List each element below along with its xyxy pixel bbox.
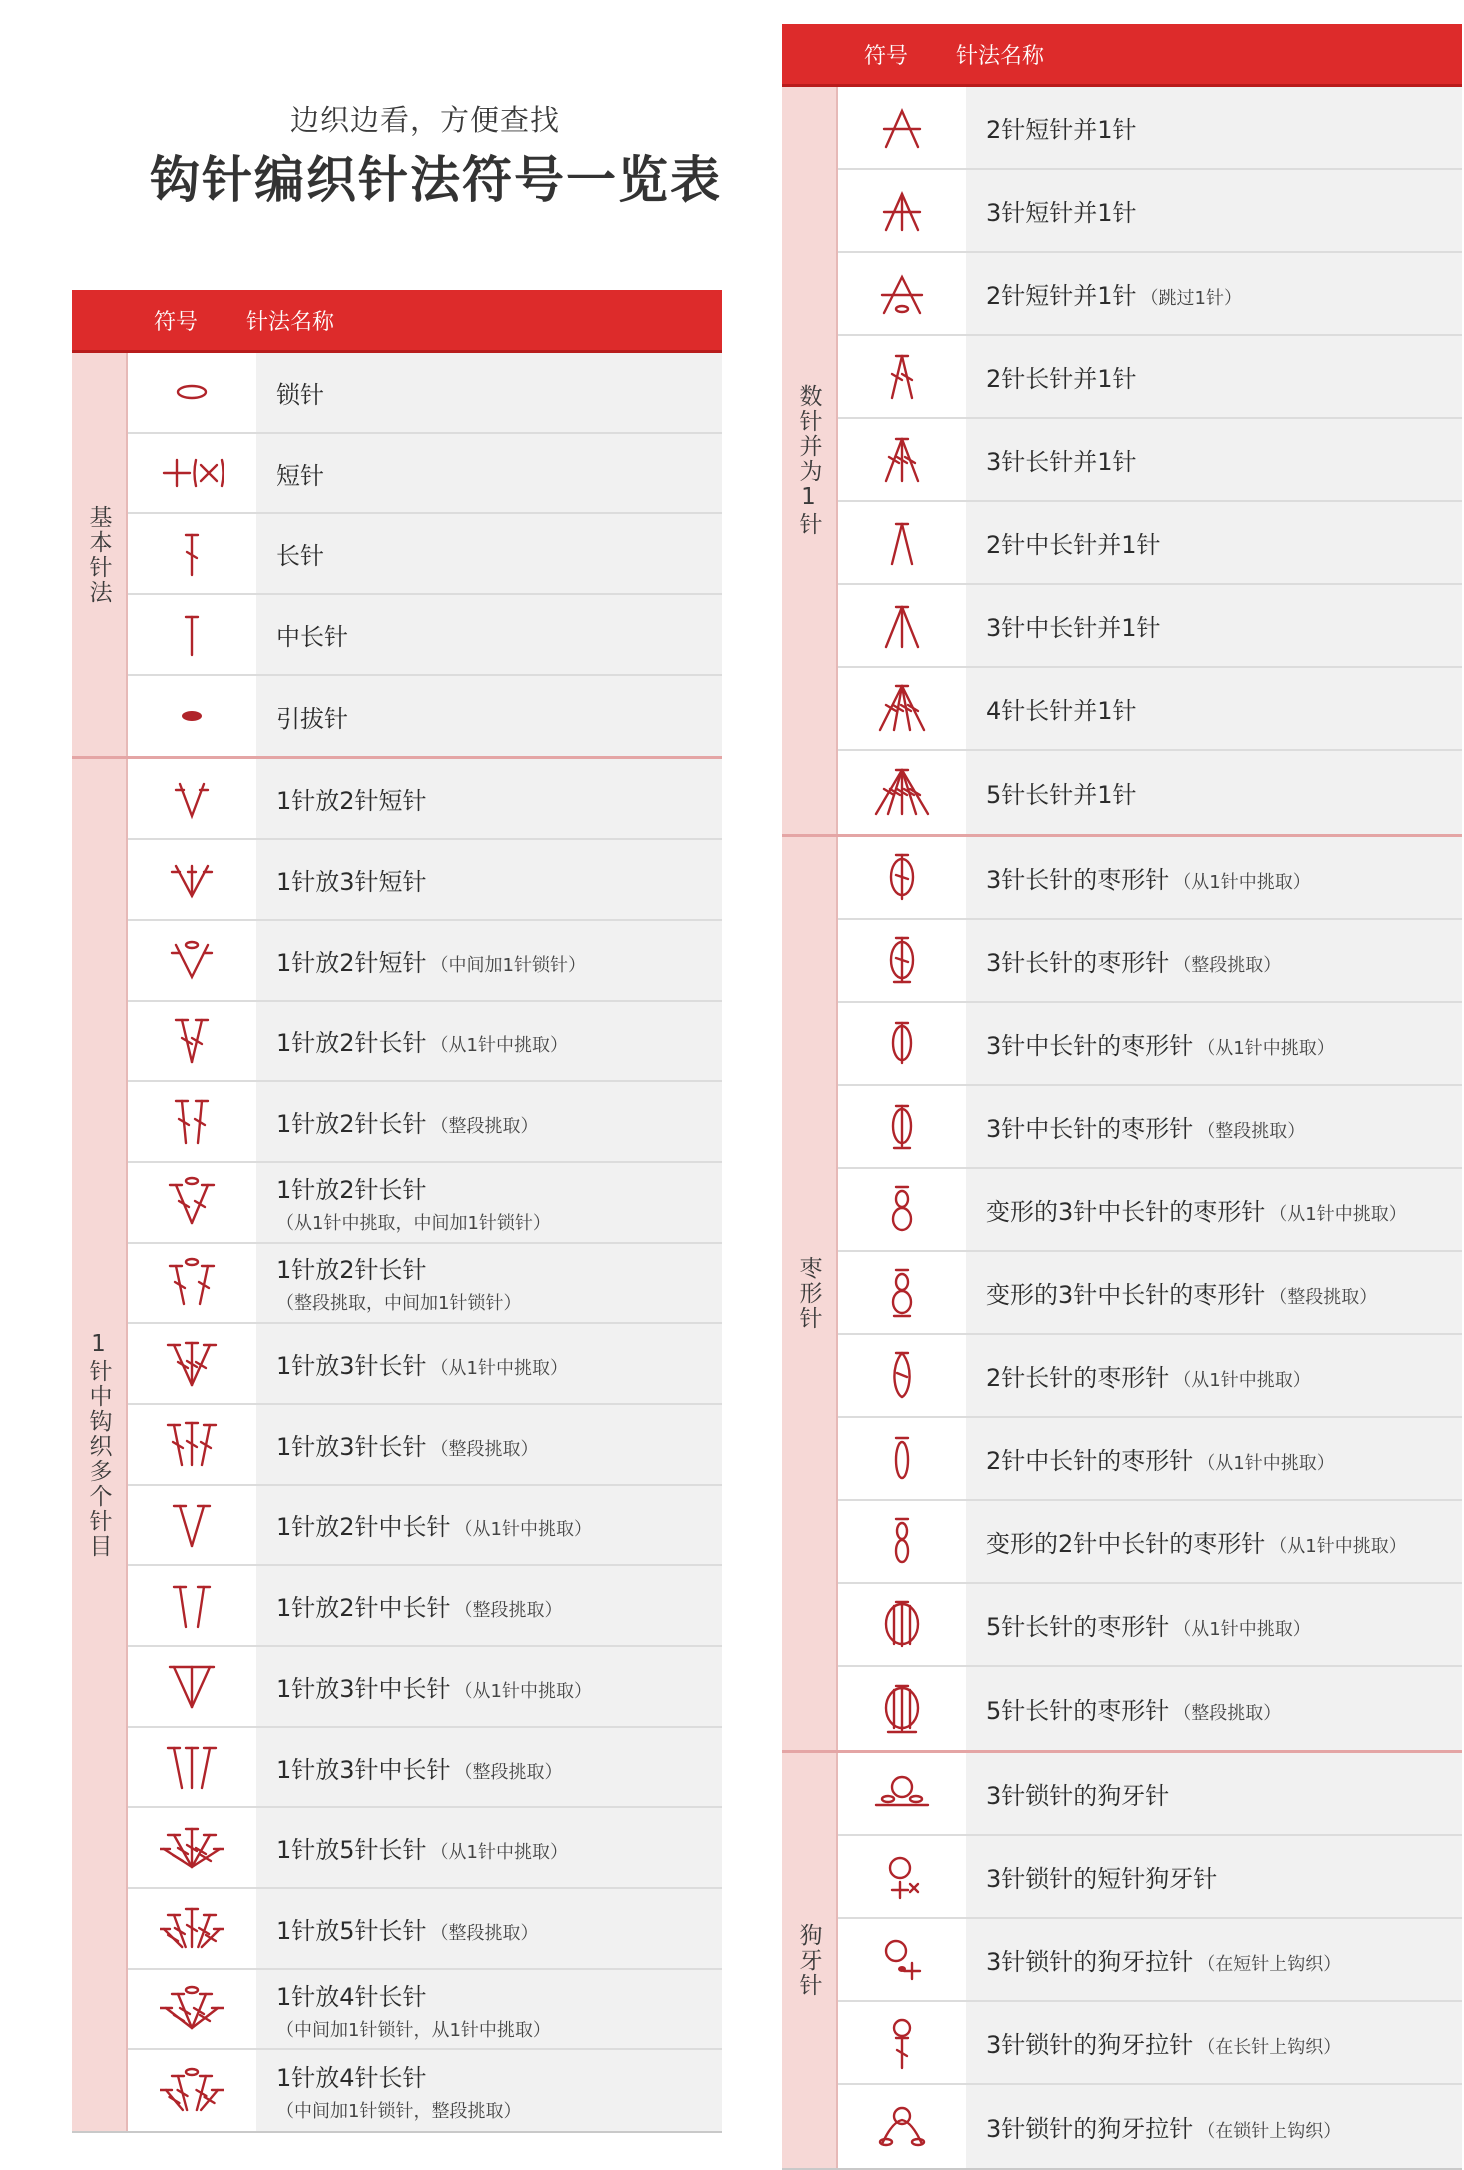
stitch-name-cell [966, 2085, 1462, 2168]
dc-5-bobble-icon [870, 1596, 934, 1654]
table-header [782, 24, 1462, 87]
stitch-name: 2针短针并1针 [986, 116, 1137, 144]
dc-4tog-icon [870, 680, 934, 738]
picot-on-dc-icon [870, 2014, 934, 2072]
stitch-name: 变形的3针中长针的枣形针 [986, 1281, 1266, 1309]
symbol-cell [838, 1584, 966, 1665]
stitch-name-cell [966, 837, 1462, 918]
table-row [838, 668, 1462, 751]
stitch-note: （从1针中挑取） [1173, 1619, 1311, 1640]
stitch-name: 4针长针并1针 [986, 697, 1137, 725]
table-row [838, 2002, 1462, 2085]
col-header-name: 针法名称 [956, 43, 1045, 69]
stitch-name-cell [256, 1970, 722, 2049]
symbol-cell [838, 1169, 966, 1250]
symbol-cell [838, 2085, 966, 2168]
stitch-name-cell [256, 2050, 722, 2131]
table-row [838, 751, 1462, 834]
table-row [128, 1082, 722, 1163]
stitch-note: （在锁针上钩织） [1197, 2121, 1342, 2142]
table-row [128, 1324, 722, 1405]
stitch-note: （中间加1针锁针，整段挑取） [276, 2101, 522, 2123]
stitch-name-cell [966, 1667, 1462, 1750]
stitch-note: （从1针中挑取） [454, 1680, 592, 1702]
stitch-name-cell [966, 1753, 1462, 1834]
stitch-name: 1针放2针中长针 [276, 1513, 451, 1542]
table-row [838, 2085, 1462, 2168]
table-row [128, 1486, 722, 1567]
stitch-name: 1针放3针长针 [276, 1352, 427, 1381]
stitch-name: 1针放2针短针 [276, 948, 427, 977]
dc-5tog-icon [870, 764, 934, 822]
stitch-group [72, 759, 722, 2131]
stitch-name-cell [966, 502, 1462, 583]
table-row [128, 840, 722, 921]
stitch-note: （从1针中挑取） [1173, 872, 1311, 893]
stitch-name: 3针锁针的狗牙拉针 [986, 2031, 1194, 2059]
table-row [838, 253, 1462, 336]
half-double-crochet-icon [160, 605, 224, 663]
symbol-cell [838, 1836, 966, 1917]
table-row [838, 1919, 1462, 2002]
stitch-name: 1针放5针长针 [276, 1836, 427, 1865]
dc-2-inc-chain-space-icon [160, 1254, 224, 1312]
symbol-cell [128, 1405, 256, 1484]
symbol-cell [128, 1728, 256, 1807]
stitch-name: 3针锁针的狗牙针 [986, 1782, 1170, 1810]
table-row [838, 1003, 1462, 1086]
symbol-cell [838, 336, 966, 417]
group-label: 1针中钩织多个针目 [72, 759, 128, 2131]
dc-2tog-icon [870, 348, 934, 406]
symbol-cell [838, 668, 966, 749]
dc-2-bobble-icon [870, 1347, 934, 1405]
stitch-name: 3针中长针并1针 [986, 614, 1161, 642]
table-header [72, 290, 722, 353]
stitch-name-cell [256, 1324, 722, 1403]
stitch-name: 2针长针并1针 [986, 365, 1137, 393]
table-row [128, 1808, 722, 1889]
stitch-name: 1针放4针长针 [276, 1982, 427, 2011]
stitch-name: 1针放4针长针 [276, 2064, 427, 2093]
stitch-name-cell [966, 253, 1462, 334]
table-row [128, 676, 722, 757]
stitch-note: （从1针中挑取） [1269, 1204, 1407, 1225]
table-row [128, 1002, 722, 1083]
stitch-name: 1针放5针长针 [276, 1916, 427, 1945]
table-row [838, 1335, 1462, 1418]
sc-3-inc-icon [160, 850, 224, 908]
stitch-note: （整段挑取） [430, 1438, 539, 1460]
hdc-2-puff-variant-icon [870, 1513, 934, 1571]
table-row [838, 1169, 1462, 1252]
table-row [128, 2050, 722, 2131]
table-row [128, 759, 722, 840]
stitch-name: 1针放2针长针 [276, 1029, 427, 1058]
symbol-cell [128, 353, 256, 432]
stitch-name-cell [256, 1728, 722, 1807]
symbol-cell [838, 1418, 966, 1499]
symbol-cell [128, 759, 256, 838]
dc-2-inc-chain-icon [160, 1173, 224, 1231]
stitch-note: （整段挑取） [454, 1600, 563, 1622]
dc-3-inc-space-icon [160, 1415, 224, 1473]
table-row [128, 514, 722, 595]
sc-2-inc-icon [160, 770, 224, 828]
stitch-name-cell [966, 585, 1462, 666]
table-row [838, 1836, 1462, 1919]
stitch-note: （中间加1针锁针，从1针中挑取） [276, 2019, 551, 2041]
stitch-note: （中间加1针锁针） [430, 954, 586, 976]
table-row [128, 1970, 722, 2051]
symbol-cell [838, 1003, 966, 1084]
dc-3-bobble-space-icon [870, 932, 934, 990]
symbol-cell [838, 1753, 966, 1834]
stitch-name: 3针长针的枣形针 [986, 866, 1170, 894]
right-symbol-table [782, 24, 1462, 2170]
stitch-name: 中长针 [276, 622, 348, 651]
symbol-cell [128, 1002, 256, 1081]
stitch-name-cell [256, 595, 722, 674]
stitch-note: （整段挑取） [454, 1761, 563, 1783]
symbol-cell [838, 419, 966, 500]
symbol-cell [838, 1252, 966, 1333]
stitch-name: 锁针 [276, 380, 324, 409]
symbol-cell [128, 676, 256, 757]
stitch-name: 长针 [276, 542, 324, 571]
symbol-cell [128, 1486, 256, 1565]
table-row [838, 1086, 1462, 1169]
stitch-name: 5针长针并1针 [986, 781, 1137, 809]
stitch-name-cell [966, 1584, 1462, 1665]
stitch-name: 1针放2针长针 [276, 1175, 427, 1204]
symbol-cell [838, 502, 966, 583]
symbol-cell [128, 514, 256, 593]
stitch-name-cell [966, 170, 1462, 251]
stitch-group [72, 353, 722, 759]
stitch-name: 2针长针的枣形针 [986, 1364, 1170, 1392]
stitch-note: （在短针上钩织） [1197, 1954, 1342, 1975]
dc-4-inc-chain-space-icon [160, 2062, 224, 2120]
symbol-cell [128, 595, 256, 674]
stitch-name: 变形的2针中长针的枣形针 [986, 1530, 1266, 1558]
stitch-note: （整段挑取） [1173, 955, 1282, 976]
page-title: 钩针编织针法符号一览表 [150, 151, 722, 209]
dc-5-inc-icon [160, 1819, 224, 1877]
stitch-name-cell [966, 336, 1462, 417]
single-crochet-icon [160, 444, 224, 502]
stitch-name: 1针放3针短针 [276, 867, 427, 896]
symbol-cell [128, 1647, 256, 1726]
table-row [838, 1667, 1462, 1750]
table-row [838, 1252, 1462, 1335]
stitch-name-cell [966, 751, 1462, 834]
stitch-name-cell [966, 2002, 1462, 2083]
picot-on-sc-icon [870, 1931, 934, 1989]
stitch-name: 引拔针 [276, 704, 348, 733]
sc-3tog-icon [870, 182, 934, 240]
stitch-name-cell [966, 1501, 1462, 1582]
hdc-3-puff-variant-icon [870, 1181, 934, 1239]
stitch-name: 1针放3针中长针 [276, 1755, 451, 1784]
symbol-cell [838, 751, 966, 834]
table-row [838, 419, 1462, 502]
symbol-cell [128, 1244, 256, 1323]
dc-5-inc-space-icon [160, 1899, 224, 1957]
stitch-name: 1针放2针长针 [276, 1110, 427, 1139]
stitch-name: 3针中长针的枣形针 [986, 1115, 1194, 1143]
table-row [838, 1501, 1462, 1584]
sc-2tog-skip-icon [870, 265, 934, 323]
hdc-2-inc-icon [160, 1496, 224, 1554]
stitch-name-cell [256, 921, 722, 1000]
hdc-3-puff-icon [870, 1015, 934, 1073]
table-row [128, 1566, 722, 1647]
sc-2tog-icon [870, 99, 934, 157]
stitch-name: 2针中长针的枣形针 [986, 1447, 1194, 1475]
stitch-note: （整段挑取） [1173, 1703, 1282, 1724]
stitch-name-cell [966, 1086, 1462, 1167]
stitch-name-cell [256, 353, 722, 432]
stitch-name: 3针长针的枣形针 [986, 949, 1170, 977]
stitch-name-cell [256, 759, 722, 838]
dc-3-bobble-icon [870, 849, 934, 907]
symbol-cell [128, 1889, 256, 1968]
stitch-name-cell [256, 1002, 722, 1081]
picot-on-chain-icon [870, 2098, 934, 2156]
stitch-name: 3针锁针的狗牙拉针 [986, 2115, 1194, 2143]
stitch-name-cell [256, 1808, 722, 1887]
stitch-name: 3针短针并1针 [986, 199, 1137, 227]
table-body [72, 353, 722, 2131]
table-row [838, 1418, 1462, 1501]
stitch-note: （从1针中挑取） [430, 1842, 568, 1864]
symbol-cell [838, 920, 966, 1001]
stitch-name-cell [966, 920, 1462, 1001]
symbol-cell [838, 1501, 966, 1582]
col-header-symbol: 符号 [863, 43, 908, 69]
symbol-cell [838, 1086, 966, 1167]
symbol-cell [128, 840, 256, 919]
table-row [838, 87, 1462, 170]
table-row [128, 1728, 722, 1809]
stitch-name-cell [256, 1082, 722, 1161]
group-label: 枣形针 [782, 837, 838, 1750]
stitch-name: 5针长针的枣形针 [986, 1613, 1170, 1641]
symbol-cell [128, 921, 256, 1000]
stitch-note: （从1针中挑取） [1269, 1536, 1407, 1557]
stitch-name-cell [256, 1163, 722, 1242]
double-crochet-icon [160, 525, 224, 583]
stitch-name: 2针短针并1针 [986, 282, 1137, 310]
stitch-note: （整段挑取，中间加1针锁针） [276, 1293, 522, 1315]
stitch-name-cell [256, 1244, 722, 1323]
table-row [838, 1753, 1462, 1836]
symbol-cell [128, 1566, 256, 1645]
stitch-name-cell [256, 1566, 722, 1645]
table-row [838, 837, 1462, 920]
symbol-cell [838, 87, 966, 168]
chain-stitch-icon [160, 363, 224, 421]
stitch-note: （从1针中挑取） [1173, 1370, 1311, 1391]
table-row [838, 1584, 1462, 1667]
symbol-cell [128, 1324, 256, 1403]
left-symbol-table [72, 290, 722, 2133]
stitch-note: （整段挑取） [1197, 1121, 1306, 1142]
stitch-note: （从1针中挑取） [430, 1035, 568, 1057]
stitch-group [782, 87, 1462, 837]
stitch-name-cell [256, 840, 722, 919]
sc-picot-icon [870, 1848, 934, 1906]
stitch-note: （从1针中挑取） [454, 1519, 592, 1541]
stitch-name-cell [256, 434, 722, 513]
stitch-name: 3针锁针的短针狗牙针 [986, 1865, 1218, 1893]
table-row [128, 1405, 722, 1486]
hdc-3-puff-variant-space-icon [870, 1264, 934, 1322]
stitch-name-cell [966, 1169, 1462, 1250]
stitch-name: 1针放2针长针 [276, 1256, 427, 1285]
symbol-cell [838, 1667, 966, 1750]
table-row [128, 1647, 722, 1728]
stitch-name-cell [966, 1418, 1462, 1499]
stitch-name: 变形的3针中长针的枣形针 [986, 1198, 1266, 1226]
stitch-name-cell [966, 668, 1462, 749]
stitch-name-cell [256, 1889, 722, 1968]
stitch-note: （在长针上钩织） [1197, 2037, 1342, 2058]
table-row [128, 1889, 722, 1970]
hdc-3-puff-space-icon [870, 1098, 934, 1156]
stitch-group [782, 837, 1462, 1753]
stitch-note: （整段挑取） [430, 1922, 539, 1944]
stitch-name: 3针中长针的枣形针 [986, 1032, 1194, 1060]
stitch-name-cell [256, 1647, 722, 1726]
symbol-cell [838, 585, 966, 666]
symbol-cell [128, 1808, 256, 1887]
hdc-2tog-icon [870, 514, 934, 572]
stitch-name: 1针放3针中长针 [276, 1674, 451, 1703]
group-label: 狗牙针 [782, 1753, 838, 2168]
stitch-note: （从1针中挑取） [430, 1358, 568, 1380]
stitch-note: （从1针中挑取，中间加1针锁针） [276, 1212, 551, 1234]
sc-2-inc-chain-icon [160, 931, 224, 989]
symbol-cell [128, 434, 256, 513]
stitch-note: （从1针中挑取） [1197, 1038, 1335, 1059]
table-row [128, 353, 722, 434]
stitch-name-cell [256, 1486, 722, 1565]
symbol-cell [838, 837, 966, 918]
symbol-cell [838, 253, 966, 334]
stitch-name: 1针放2针中长针 [276, 1594, 451, 1623]
dc-5-bobble-space-icon [870, 1680, 934, 1738]
hdc-2-puff-icon [870, 1430, 934, 1488]
dc-4-inc-chain-icon [160, 1980, 224, 2038]
stitch-name-cell [966, 419, 1462, 500]
table-row [838, 336, 1462, 419]
stitch-name-cell [966, 1335, 1462, 1416]
stitch-name-cell [966, 1252, 1462, 1333]
stitch-name: 5针长针的枣形针 [986, 1697, 1170, 1725]
symbol-cell [128, 1163, 256, 1242]
stitch-name-cell [256, 514, 722, 593]
stitch-name-cell [256, 676, 722, 757]
dc-3tog-icon [870, 431, 934, 489]
table-body [782, 87, 1462, 2168]
group-label: 基本针法 [72, 353, 128, 756]
hdc-3-inc-icon [160, 1657, 224, 1715]
symbol-cell [838, 170, 966, 251]
symbol-cell [128, 2050, 256, 2131]
table-row [128, 1163, 722, 1244]
hdc-2-inc-space-icon [160, 1577, 224, 1635]
stitch-name-cell [966, 87, 1462, 168]
table-row [128, 921, 722, 1002]
table-row [128, 1244, 722, 1325]
hdc-3tog-icon [870, 597, 934, 655]
stitch-name: 2针中长针并1针 [986, 531, 1161, 559]
stitch-name: 3针锁针的狗牙拉针 [986, 1948, 1194, 1976]
table-row [838, 170, 1462, 253]
symbol-cell [838, 1919, 966, 2000]
symbol-cell [128, 1970, 256, 2049]
symbol-cell [128, 1082, 256, 1161]
dc-3-inc-icon [160, 1335, 224, 1393]
stitch-note: （跳过1针） [1140, 288, 1242, 309]
stitch-name-cell [256, 1405, 722, 1484]
stitch-name: 1针放3针长针 [276, 1432, 427, 1461]
stitch-note: （整段挑取） [430, 1116, 539, 1138]
symbol-cell [838, 2002, 966, 2083]
stitch-name-cell [966, 1003, 1462, 1084]
table-row [838, 920, 1462, 1003]
hdc-3-inc-space-icon [160, 1738, 224, 1796]
table-row [128, 595, 722, 676]
symbol-cell [838, 1335, 966, 1416]
stitch-name: 短针 [276, 461, 324, 490]
dc-2-inc-space-icon [160, 1093, 224, 1151]
stitch-name-cell [966, 1919, 1462, 2000]
stitch-name: 3针长针并1针 [986, 448, 1137, 476]
table-row [128, 434, 722, 515]
col-header-name: 针法名称 [246, 309, 335, 335]
stitch-name-cell [966, 1836, 1462, 1917]
dc-2-inc-icon [160, 1012, 224, 1070]
table-row [838, 585, 1462, 668]
picot-icon [870, 1765, 934, 1823]
slip-stitch-icon [160, 687, 224, 745]
table-row [838, 502, 1462, 585]
page-subtitle: 边织边看，方便查找 [290, 103, 561, 137]
group-label: 数针并为1针 [782, 87, 838, 834]
stitch-note: （整段挑取） [1269, 1287, 1378, 1308]
stitch-group [782, 1753, 1462, 2168]
stitch-name: 1针放2针短针 [276, 787, 427, 816]
col-header-symbol: 符号 [153, 309, 198, 335]
stitch-note: （从1针中挑取） [1197, 1453, 1335, 1474]
